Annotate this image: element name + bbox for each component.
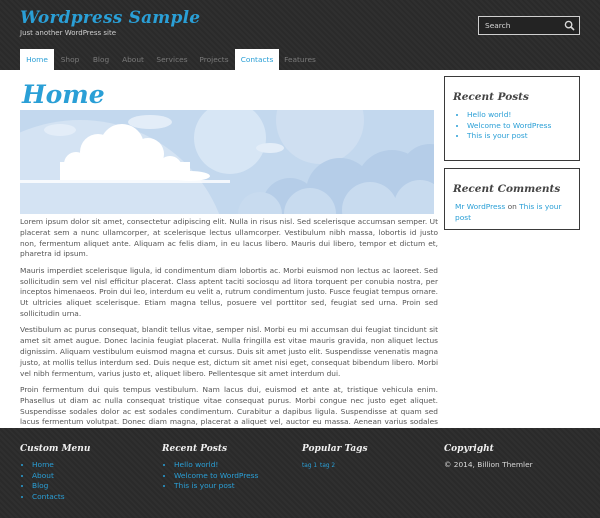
paragraph: Mauris imperdiet scelerisque ligula, id condimentum diam lobortis ac. Morbi euismod non lectus ac laoreet. Sed sollicitudin sem vel nisl efficitur placerat. Class aptent taciti sociosqu ad litora torquent per conubia nostra, per inceptos himenaeos. Proin dui leo, interdum eu velit a, rutrum condimentum justo. Fusce feugiat tempus ornare. Ut ultricies aliquet scelerisque. Etiam magna tellus, posuere vel porttitor sed, feugiat sed urna. Proin sed sollicitudin urna. xyxy=(20,265,438,318)
recent-post-link[interactable]: • Hello world! xyxy=(467,110,571,121)
nav-item-contacts[interactable]: Contacts xyxy=(235,49,279,70)
nav-item-home[interactable]: Home xyxy=(20,49,54,70)
recent-comments-widget xyxy=(444,168,580,230)
comment-entry xyxy=(453,202,571,223)
nav-item-services[interactable]: Services xyxy=(156,55,188,64)
comment-author-link[interactable]: Mr WordPress xyxy=(455,202,506,211)
comment-connector: on xyxy=(507,202,517,211)
recent-post-link[interactable]: • This is your post xyxy=(467,131,571,142)
footer-menu-link[interactable]: • Blog xyxy=(32,481,90,492)
search-button[interactable] xyxy=(563,19,576,32)
footer-menu-link[interactable]: • Home xyxy=(32,460,90,471)
tag-link[interactable]: tag 2 xyxy=(320,463,336,469)
search-input[interactable] xyxy=(479,17,563,34)
footer-title: Custom Menu xyxy=(20,444,91,454)
widget-title: Recent Posts xyxy=(453,91,529,103)
post-content xyxy=(20,217,438,445)
footer-title: Popular Tags xyxy=(302,444,368,454)
footer-post-link[interactable]: • Hello world! xyxy=(174,460,258,471)
footer-menu-link[interactable]: • About xyxy=(32,471,90,482)
nav-item-features[interactable]: Features xyxy=(284,55,316,64)
nav-item-projects[interactable]: Projects xyxy=(199,55,229,64)
nav-item-about[interactable]: About xyxy=(122,55,144,64)
footer-title: Recent Posts xyxy=(162,444,228,454)
copyright-text: © 2014, Billion Themler xyxy=(444,460,533,469)
widget-title: Recent Comments xyxy=(453,183,561,195)
site-title[interactable]: Wordpress Sample xyxy=(20,8,201,28)
recent-post-link[interactable]: • Welcome to WordPress xyxy=(467,121,571,132)
search-form xyxy=(478,16,580,35)
nav-item-shop[interactable]: Shop xyxy=(60,55,80,64)
footer-post-link[interactable]: • Welcome to WordPress xyxy=(174,471,258,482)
footer-copyright xyxy=(444,444,533,469)
magnifier-icon xyxy=(563,19,576,32)
tag-link[interactable]: tag 1 xyxy=(302,463,318,469)
paragraph: Vestibulum ac purus consequat, blandit tellus vitae, semper nisl. Morbi eu mi accumsan dui feugiat tincidunt sit amet sit amet augue. Donec lacinia feugiat placerat. Nulla fringilla est vitae mauris gravida, non aliquet lectus dignissim. Aliquam vestibulum euismod magna et cursus. Duis sit amet justo elit. Suspendisse venenatis magna justo, at mollis tellus interdum sed. Duis neque est, dictum sit amet nisi eget, consequat bibendum libero. Morbi vel nibh fermentum, varius justo et, aliquet libero. Pellentesque sit amet interdum dui. xyxy=(20,325,438,378)
footer-post-link[interactable]: • This is your post xyxy=(174,481,258,492)
comment-post-link[interactable]: This is your post xyxy=(455,202,562,222)
site-header xyxy=(0,0,600,70)
footer-title: Copyright xyxy=(444,444,494,454)
footer-recent-posts xyxy=(162,444,258,492)
footer-custom-menu xyxy=(20,444,90,502)
site-description: Just another WordPress site xyxy=(20,29,117,37)
paragraph: Proin fermentum dui quis tempus vestibulum. Nam lacus dui, euismod et ante at, tristique vehicula enim. Phasellus ut diam ac nulla consequat tristique vitae consequat purus. Morbi congue nec justo eget aliquet. Suspendisse sodales dolor ac est sodales condimentum. Curabitur a dapibus ligula. Suspendisse at quam sed lacus fermentum volutpat. Donec diam magna, placerat a aliquet vel, auctor eu massa. Aenean varius sodales xyxy=(20,384,438,427)
recent-posts-widget xyxy=(444,76,580,161)
hero-clouds-image xyxy=(20,110,434,214)
page-title: Home xyxy=(22,80,105,109)
paragraph: Lorem ipsum dolor sit amet, consectetur adipiscing elit. Nulla in risus nisl. Sed scelerisque accumsan semper. Ut placerat sem a nunc ullamcorper, at scelerisque lectus ullamcorper. Vestibulum nibh massa, lobortis id justo non, fermentum aliquet ante. Aliquam ac felis diam, in eu lacus libero. Mauris dui libero, tempor et dictum et, pharetra id ipsum. xyxy=(20,217,438,259)
site-footer xyxy=(0,428,600,518)
nav-item-blog[interactable]: Blog xyxy=(92,55,110,64)
footer-menu-link[interactable]: • Contacts xyxy=(32,492,90,503)
footer-popular-tags xyxy=(302,444,368,469)
